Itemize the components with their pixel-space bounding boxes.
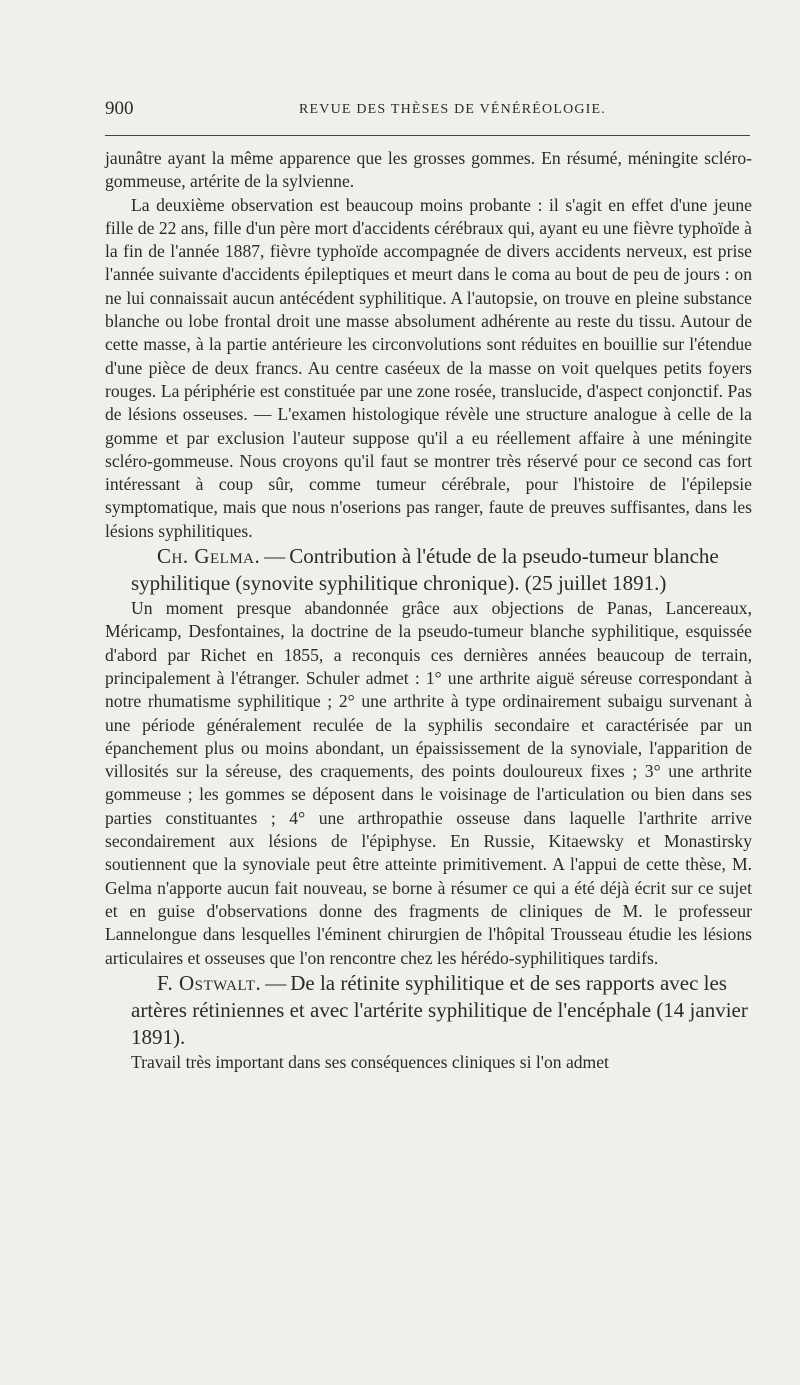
- paragraph-continuation: jaunâtre ayant la même apparence que les grosses gommes. En résumé, méningite scléro-gommeuse, artérite de la sylvienne.: [105, 148, 752, 192]
- header-rule: [105, 135, 750, 136]
- body-text: [105, 147, 752, 1074]
- page-number: 900: [105, 98, 134, 119]
- running-title: REVUE DES THÈSES DE VÉNÉRÉOLOGIE.: [298, 102, 606, 117]
- paragraph-gelma-summary: Un moment presque abandonnée grâce aux objections de Panas, Lancereaux, Méricamp, Desfontaines, la doctrine de la pseudo-tumeur blanche syphilitique, esquissée d'abord par Richet en 1855, a reconquis ces dernières années beaucoup de terrain, principalement à l'étranger. Schuler admet : 1° une arthrite aiguë séreuse correspondant à notre rhumatisme syphilitique ; 2° une arthrite à type ordinairement subaigu survenant à une période généralement reculée de la syphilis secondaire et caractérisée par un épanchement plus ou moins abondant, un épaississement de la synoviale, l'apparition de villosités sur la séreuse, des craquements, des points douloureux fixes ; 3° une arthrite gommeuse ; les gommes se déposent dans le voisinage de l'articulation ou bien dans ses parties constituantes ; 4° une arthropathie osseuse dans laquelle l'arthrite arrive secondairement aux lésions de l'épiphyse. En Russie, Kitaewsky et Monastirsky soutiennent que la synoviale peut être atteinte primitivement. A l'appui de cette thèse, M. Gelma n'apporte aucun fait nouveau, se borne à résumer ce qui a été déjà écrit sur ce sujet et en guise d'observations donne des fragments de cliniques de M. le professeur Lannelongue dans lesquelles l'éminent chirurgien de l'hôpital Trousseau étudie les lésions articulaires et osseuses que l'on rencontre chez les hérédo-syphilitiques tardifs.: [105, 598, 752, 968]
- section-dash: —: [265, 970, 287, 995]
- paragraph-second-observation: La deuxième observation est beaucoup moins probante : il s'agit en effet d'une jeune fille de 22 ans, fille d'un père mort d'accidents cérébraux qui, ayant eu une fièvre typhoïde à la fin de l'année 1887, fièvre typhoïde accompagnée de divers accidents nerveux, est prise l'année suivante d'accidents épileptiques et meurt dans le coma au bout de peu de jours : on ne lui connaissait aucun antécédent syphilitique. A l'autopsie, on trouve en pleine substance blanche ou lobe frontal droit une masse absolument adhérente au reste du tissu. Autour de cette masse, à la partie antérieure les circonvolutions sont réduites en bouillie sur l'étendue d'une pièce de deux francs. Au centre caséeux de la masse on voit quelques petits foyers rouges. La périphérie est constituée par une zone rosée, translucide, d'aspect conjonctif. Pas de lésions osseuses. — L'examen histologique révèle une structure analogue à celle de la gomme et par exclusion l'auteur suppose qu'il a eu réellement affaire à une méningite scléro-gommeuse. Nous croyons qu'il faut se montrer très réservé pour ce second cas fort intéressant à coup sûr, comme tumeur cérébrale, pour l'histoire de l'épilepsie symptomatique, mais que nous n'oserions pas ranger, faute de preuves suffisantes, dans les lésions syphilitiques.: [105, 194, 752, 541]
- section-author: Ch. Gelma.: [157, 544, 261, 569]
- section-heading-ostwalt: [105, 970, 752, 1051]
- section-author: F. Ostwalt.: [157, 970, 262, 995]
- section-dash: —: [264, 544, 286, 569]
- section-heading-gelma: [105, 543, 752, 597]
- paragraph-ostwalt-summary: Travail très important dans ses conséquences cliniques si l'on admet: [131, 1051, 609, 1072]
- section-title: De la rétinite syphilitique et de ses rapports avec les artères rétiniennes et avec l'artérite syphilitique de l'encéphale (14 janvier 1891).: [131, 970, 748, 1049]
- section-title: Contribution à l'étude de la pseudo-tumeur blanche syphilitique (synovite syphilitique chronique). (25 juillet 1891.): [131, 544, 719, 596]
- page-header: [105, 92, 750, 128]
